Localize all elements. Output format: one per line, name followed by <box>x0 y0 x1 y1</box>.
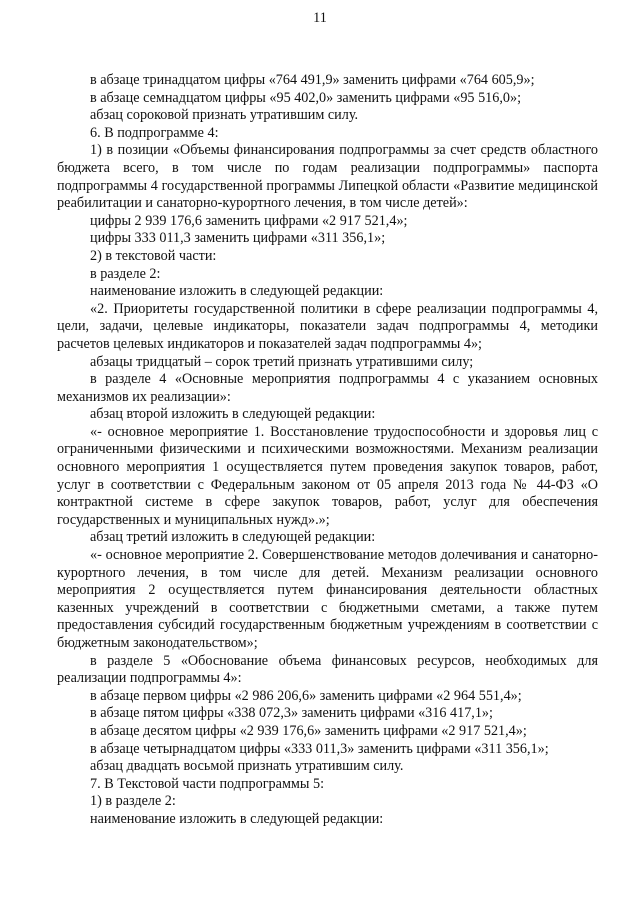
paragraph: абзац двадцать восьмой признать утратившим силу. <box>90 758 404 775</box>
paragraph: цифры 2 939 176,6 заменить цифрами «2 917 521,4»; <box>90 212 408 229</box>
paragraph: 7. В Текстовой части подпрограммы 5: <box>90 775 325 792</box>
paragraph: «- основное мероприятие 1. Восстановление трудоспособности и здоровья лиц с ограниченными физическими и психическими возможностями. Механизм реализации основного мероприятия 1 осуществляется путем проведения закупок товаров, работ, услуг в соответствии с Федеральным законом от 05 апреля 2013 года № 44-ФЗ «О контрактной системе в сфере закупок товаров, работ, услуг для обеспечения государственных и муниципальных нужд».»; <box>57 423 598 528</box>
paragraph: в абзаце первом цифры «2 986 206,6» заменить цифрами «2 964 551,4»; <box>90 687 522 704</box>
paragraph: в абзаце семнадцатом цифры «95 402,0» заменить цифрами «95 516,0»; <box>90 89 522 106</box>
paragraph: в абзаце тринадцатом цифры «764 491,9» заменить цифрами «764 605,9»; <box>90 72 535 88</box>
paragraph: в абзаце четырнадцатом цифры «333 011,3» заменить цифрами «311 356,1»; <box>90 740 549 757</box>
paragraph: наименование изложить в следующей редакции: <box>90 283 384 300</box>
paragraph: в абзаце пятом цифры «338 072,3» заменить цифрами «316 417,1»; <box>90 705 493 722</box>
document-body <box>57 72 598 829</box>
paragraph: в разделе 5 «Обоснование объема финансовых ресурсов, необходимых для реализации подпрограммы 4»: <box>57 652 598 687</box>
paragraph: «- основное мероприятие 2. Совершенствование методов долечивания и санаторно-курортного лечения, в том числе для детей. Механизм реализации основного мероприятия 2 осуществляется путем финансирования деятельности областных казенных учреждений в соответствии с бюджетными сметами, а также путем предоставления субсидий государственным бюджетным учреждениям в соответствии с бюджетным законодательством»; <box>57 547 598 651</box>
paragraph: 1) в разделе 2: <box>90 793 176 810</box>
paragraph: абзац второй изложить в следующей редакции: <box>90 406 376 423</box>
paragraph: в разделе 4 «Основные мероприятия подпрограммы 4 с указанием основных механизмов их реализации»: <box>57 371 598 405</box>
paragraph: 6. В подпрограмме 4: <box>90 124 219 141</box>
paragraph: абзац сороковой признать утратившим силу. <box>90 107 359 124</box>
paragraph: 1) в позиции «Объемы финансирования подпрограммы за счет средств областного бюджета всего, в том числе по годам реализации подпрограммы» паспорта подпрограммы 4 государственной программы Липецкой области «Развитие медицинской реабилитации и санаторно-курортного лечения, в том числе детей»: <box>57 142 598 212</box>
paragraph: 2) в текстовой части: <box>90 247 217 264</box>
paragraph: цифры 333 011,3 заменить цифрами «311 356,1»; <box>90 230 386 247</box>
paragraph: «2. Приоритеты государственной политики в сфере реализации подпрограммы 4, цели, задачи, целевые индикаторы, показатели задач подпрограммы 4, методики расчетов целевых индикаторов и показателей задач подпрограммы 4»; <box>57 300 598 352</box>
page-number: 11 <box>313 10 327 26</box>
paragraph: в абзаце десятом цифры «2 939 176,6» заменить цифрами «2 917 521,4»; <box>90 722 527 739</box>
paragraph: абзацы тридцатый – сорок третий признать утратившими силу; <box>90 353 474 370</box>
paragraph: в разделе 2: <box>90 265 161 282</box>
paragraph: наименование изложить в следующей редакции: <box>90 810 384 827</box>
paragraph: абзац третий изложить в следующей редакции: <box>90 529 376 546</box>
